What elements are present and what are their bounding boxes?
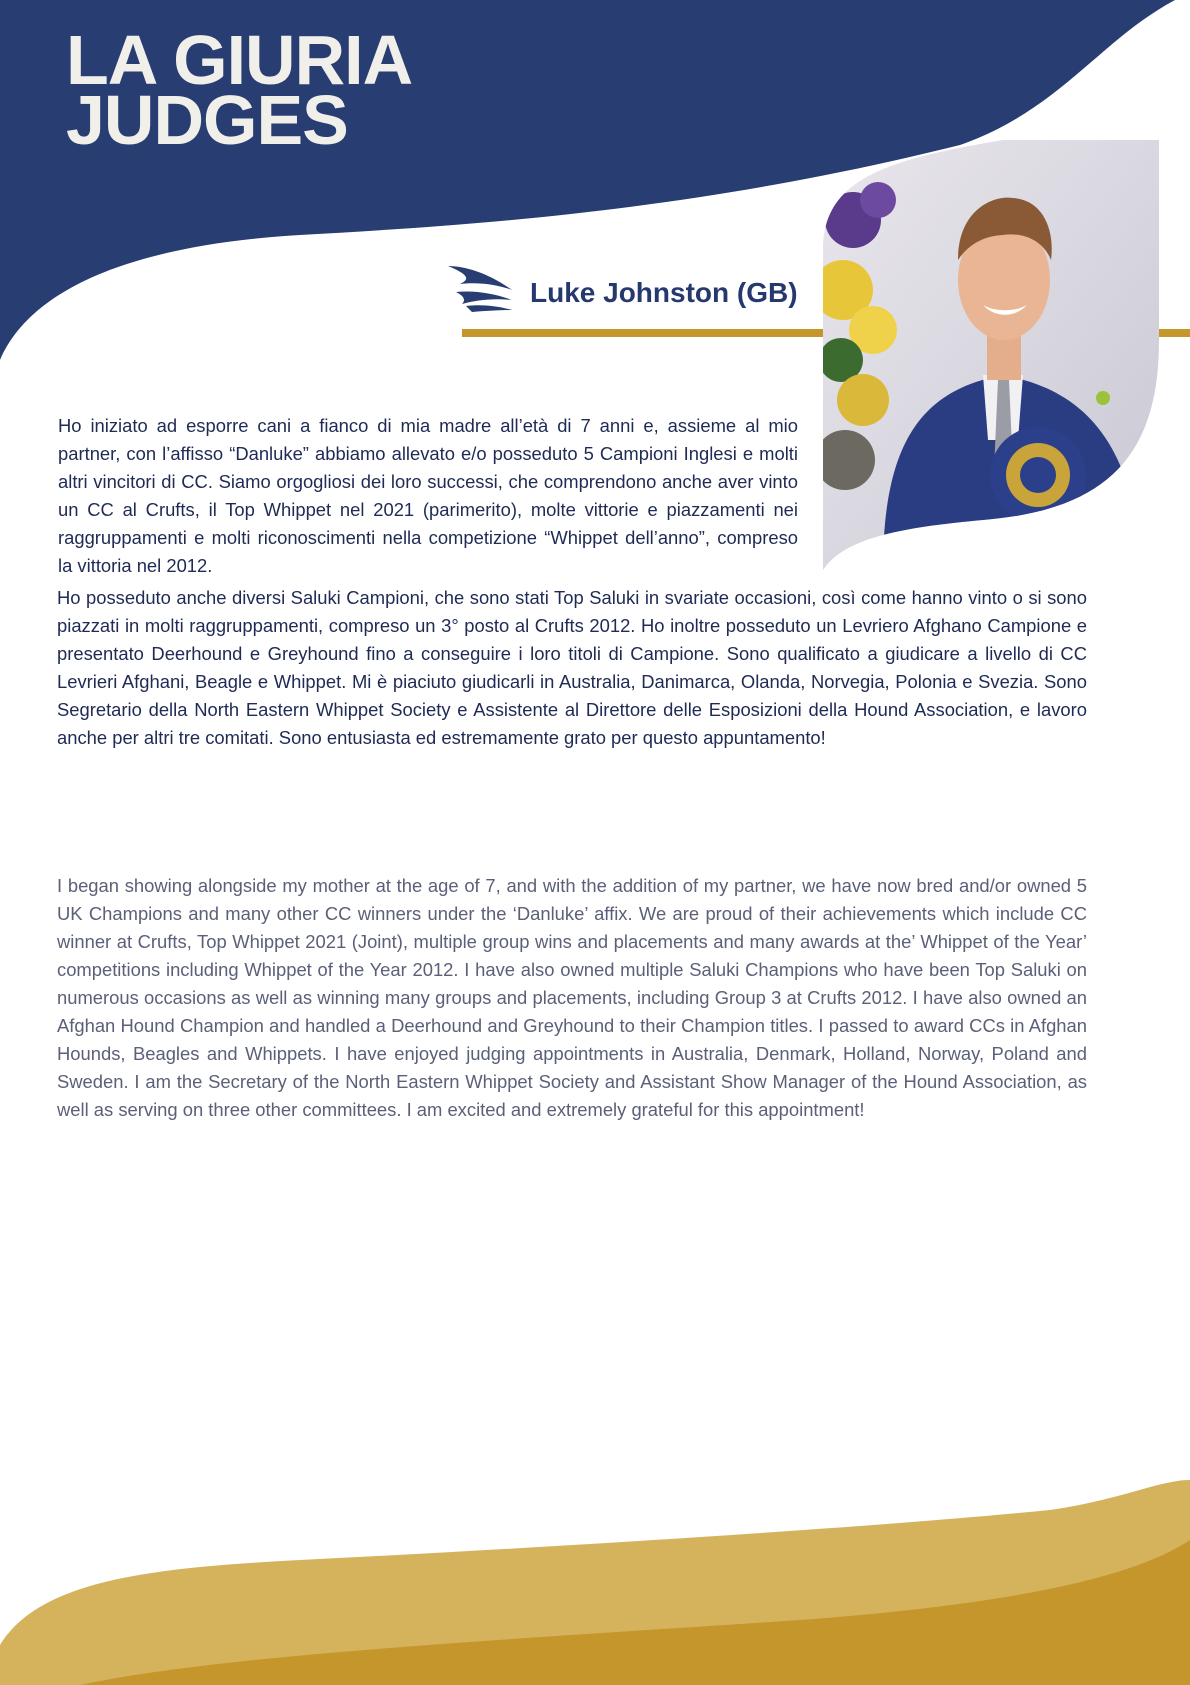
judge-name: Luke Johnston (GB) bbox=[530, 277, 798, 308]
title-english: JUDGES bbox=[66, 81, 348, 159]
wing-logo-icon bbox=[446, 262, 516, 312]
title-italian: LA GIURIA bbox=[66, 21, 413, 99]
judge-portrait bbox=[823, 140, 1159, 570]
page-title bbox=[66, 21, 413, 159]
bio-english: I began showing alongside my mother at the age of 7, and with the addition of my partner, we have now bred and/or owned 5 UK Champions and many other CC winners under the ‘Danluke’ affix. We are proud of their achievements which include CC winner at Crufts, Top Whippet 2021 (Joint), multiple group wins and placements and many awards at the’ Whippet of the Year’ competitions including Whippet of the Year 2012. I have also owned multiple Saluki Champions who have been Top Saluki on numerous occasions as well as winning many groups and placements, including Group 3 at Crufts 2012. I have also owned an Afghan Hound Champion and handled a Deerhound and Greyhound to their Champion titles. I passed to award CCs in Afghan Hounds, Beagles and Whippets. I have enjoyed judging appointments in Australia, Denmark, Holland, Norway, Poland and Sweden. I am the Secretary of the North Eastern Whippet Society and Assistant Show Manager of the Hound Association, as well as serving on three other committees. I am excited and extremely grateful for this appointment! bbox=[57, 875, 1087, 1120]
bio-italian-continued: Ho posseduto anche diversi Saluki Campioni, che sono stati Top Saluki in svariate occasioni, così come hanno vinto o si sono piazzati in molti raggruppamenti, compreso un 3° posto al Crufts 2012. Ho inoltre posseduto un Levriero Afghano Campione e presentato Deerhound e Greyhound fino a conseguire i loro titoli di Campione. Sono qualificato a giudicare a livello di CC Levrieri Afghani, Beagle e Whippet. Mi è piaciuto giudicarli in Australia, Danimarca, Olanda, Norvegia, Polonia e Svezia. Sono Segretario della North Eastern Whippet Society e Assistente al Direttore delle Esposizioni della Hound Association, e lavoro anche per altri tre comitati. Sono entusiasta ed estremamente grato per questo appuntamento! bbox=[57, 587, 1087, 748]
bio-italian-intro: Ho iniziato ad esporre cani a fianco di mia madre all’età di 7 anni e, assieme al mio partner, con l’affisso “Danluke” abbiamo allevato e/o posseduto 5 Campioni Inglesi e molti altri vincitori di CC. Siamo orgogliosi dei loro successi, che comprendono anche aver vinto un CC al Crufts, il Top Whippet nel 2021 (parimerito), molte vittorie e piazzamenti nei raggruppamenti e molti riconoscimenti nella competizione “Whippet dell’anno”, compreso la vittoria nel 2012. bbox=[58, 415, 798, 576]
